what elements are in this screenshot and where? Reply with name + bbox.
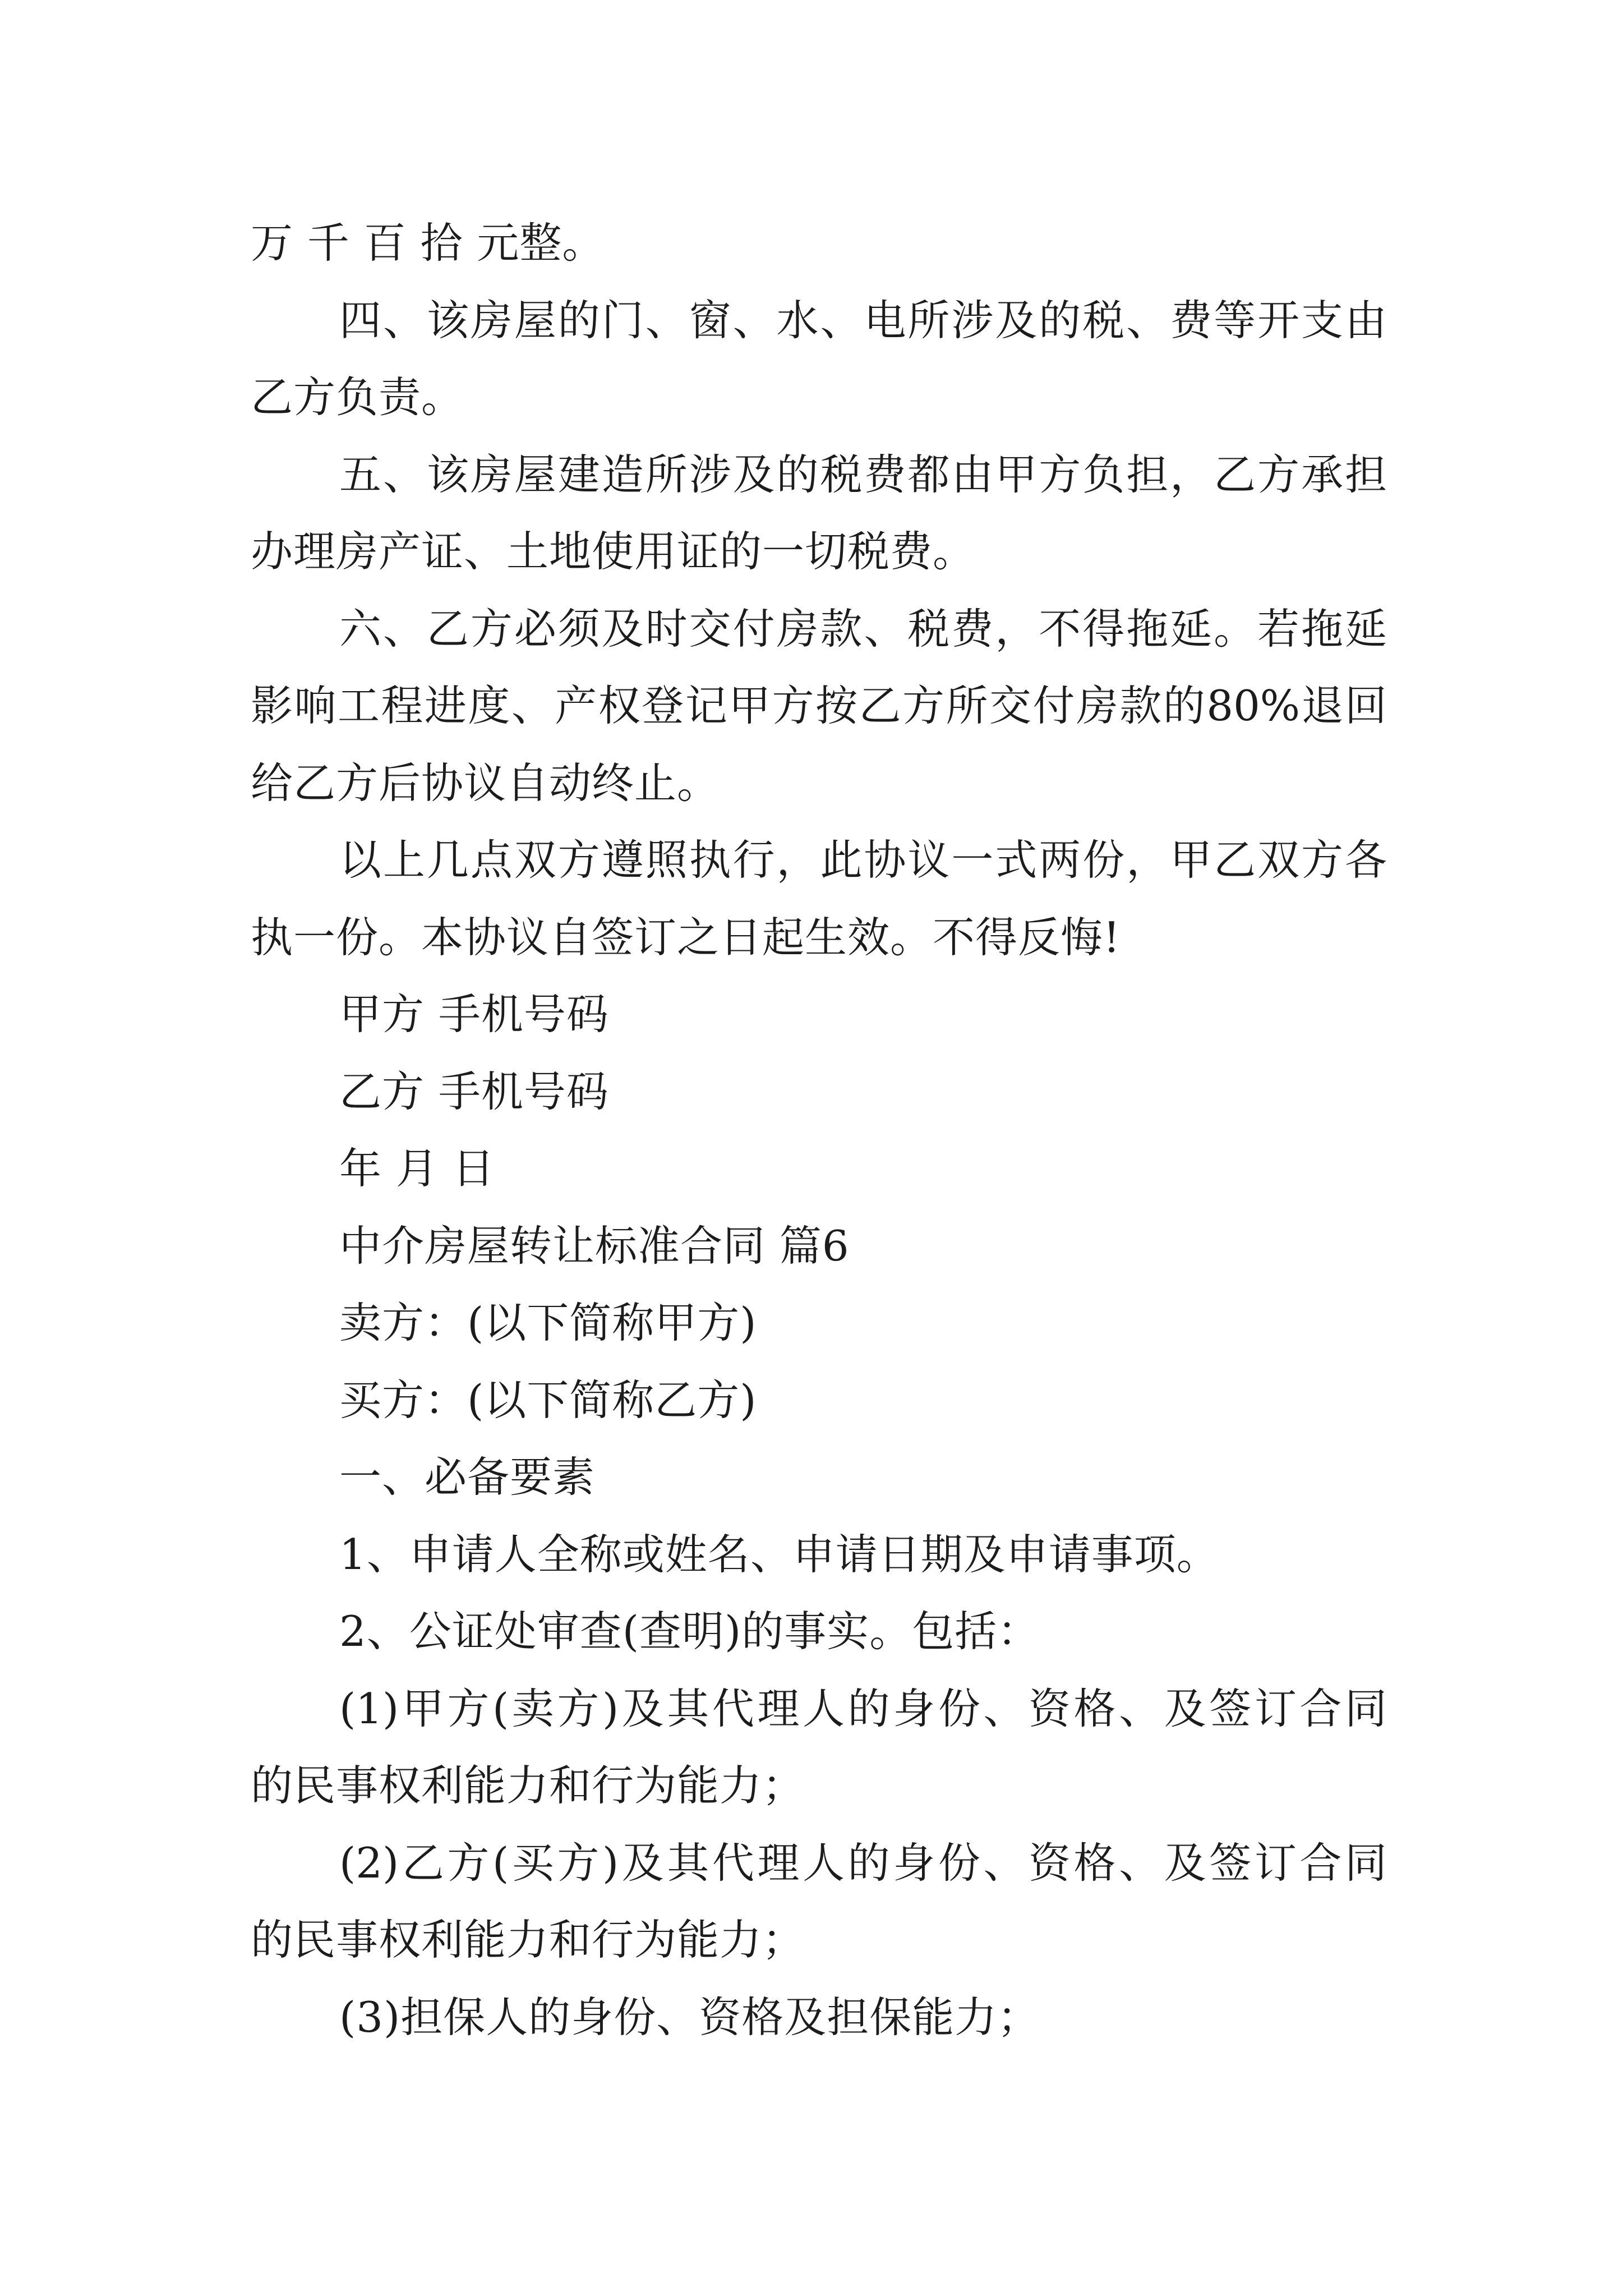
buyer-line: 买方：(以下简称乙方) bbox=[339, 1375, 757, 1425]
closing-paragraph-line-1: 以上几点双方遵照执行，此协议一式两份，甲乙双方各 bbox=[339, 835, 1387, 885]
sub-item-2-line-1: (2)乙方(买方)及其代理人的身份、资格、及签订合同 bbox=[339, 1838, 1387, 1888]
clause-five-line-2: 办理房产证、土地使用证的一切税费。 bbox=[251, 527, 976, 576]
clause-six-line-2: 影响工程进度、产权登记甲方按乙方所交付房款的80%退回 bbox=[251, 681, 1387, 730]
sub-item-1-line-2: 的民事权利能力和行为能力； bbox=[251, 1761, 805, 1810]
party-b-signature-line: 乙方 手机号码 bbox=[339, 1066, 609, 1116]
section-heading: 中介房屋转让标准合同 篇6 bbox=[339, 1221, 850, 1271]
seller-line: 卖方：(以下简称甲方) bbox=[339, 1298, 757, 1347]
list-item-2: 2、公证处审查(查明)的事实。包括： bbox=[339, 1607, 1040, 1656]
document-body bbox=[251, 205, 1387, 2056]
sub-item-2-line-2: 的民事权利能力和行为能力； bbox=[251, 1915, 805, 1964]
party-a-signature-line: 甲方 手机号码 bbox=[339, 990, 609, 1039]
list-item-1: 1、申请人全称或姓名、申请日期及申请事项。 bbox=[339, 1529, 1219, 1579]
amount-line: 万 千 百 拾 元整。 bbox=[251, 218, 605, 268]
subsection-heading: 一、必备要素 bbox=[339, 1452, 596, 1502]
clause-six-line-1: 六、乙方必须及时交付房款、税费，不得拖延。若拖延 bbox=[339, 604, 1387, 654]
clause-five-line-1: 五、该房屋建造所涉及的税费都由甲方负担，乙方承担 bbox=[339, 449, 1387, 499]
sub-item-1-line-1: (1)甲方(卖方)及其代理人的身份、资格、及签订合同 bbox=[339, 1683, 1387, 1733]
clause-six-line-3: 给乙方后协议自动终止。 bbox=[251, 758, 720, 808]
clause-four-line-2: 乙方负责。 bbox=[251, 372, 464, 422]
sub-item-3: (3)担保人的身份、资格及担保能力； bbox=[339, 1992, 1040, 2042]
closing-paragraph-line-2: 执一份。本协议自签订之日起生效。不得反悔! bbox=[251, 912, 1121, 962]
clause-four-line-1: 四、该房屋的门、窗、水、电所涉及的税、费等开支由 bbox=[339, 295, 1387, 345]
date-line: 年 月 日 bbox=[339, 1144, 495, 1193]
